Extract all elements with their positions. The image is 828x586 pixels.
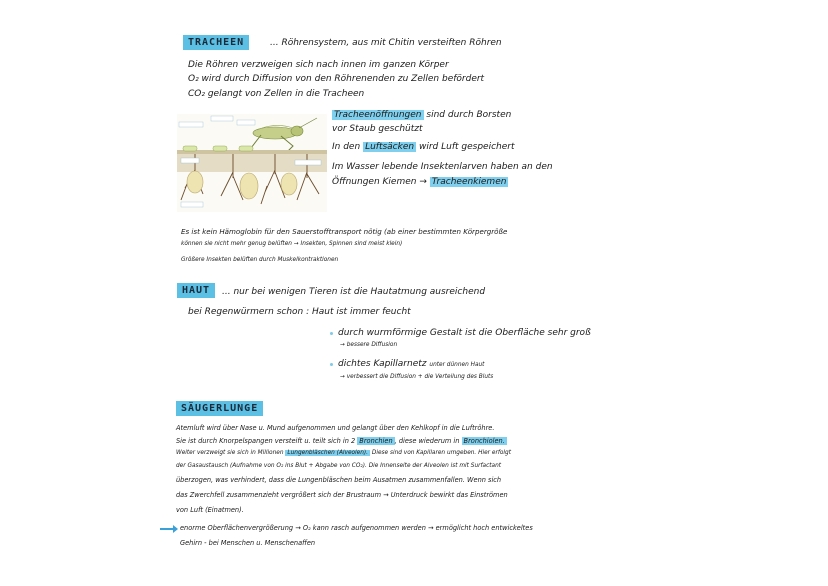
saeuger-line: überzogen, was verhindert, dass die Lungenbläschen beim Ausatmen zusammenfallen. Wenn sich xyxy=(176,476,502,484)
heading-haut: HAUT xyxy=(177,283,215,298)
tracheen-side-line: Im Wasser lebende Insektenlarven haben an den xyxy=(332,162,553,172)
tracheen-definition: ... Röhrensystem, aus mit Chitin versteiften Röhren xyxy=(270,38,502,48)
haut-line: bei Regenwürmern schon : Haut ist immer feucht xyxy=(188,307,411,317)
heading-saeugerlunge: SÄUGERLUNGE xyxy=(176,401,263,416)
saeuger-conclusion: Gehirn - bei Menschen u. Menschenaffen xyxy=(180,539,316,547)
saeuger-line: Atemluft wird über Nase u. Mund aufgenommen und gelangt über den Kehlkopf in die Luftröhre. xyxy=(176,424,495,432)
saeuger-line: das Zwerchfell zusammenzieht vergrößert sich der Brustraum → Unterdruck bewirkt das Einströmen xyxy=(176,491,508,499)
haut-bullet: dichtes Kapillarnetz unter dünnen Haut xyxy=(338,359,485,369)
tracheen-side-line: Öffnungen Kiemen → Tracheenkiemen xyxy=(332,177,507,187)
tracheen-side-line: Tracheenöffnungen sind durch Borsten xyxy=(334,110,512,120)
haut-bullet-sub: → bessere Diffusion xyxy=(340,342,398,348)
saeuger-line: von Luft (Einatmen). xyxy=(176,506,244,514)
saeuger-line: Weiter verzweigt sie sich in Millionen Lungenbläschen (Alveolen). Diese sind von Kapillaren umgeben. Hier erfolgt xyxy=(176,450,511,456)
saeuger-line: Sie ist durch Knorpelspangen versteift u. teilt sich in 2 Bronchien , diese wiederum in Bronchiolen. xyxy=(176,437,505,445)
tracheen-paragraph: Größere Insekten belüften durch Muskelkontraktionen xyxy=(181,257,339,263)
tracheen-side-line: vor Staub geschützt xyxy=(332,124,423,134)
haut-definition: ... nur bei wenigen Tieren ist die Hautatmung ausreichend xyxy=(222,287,486,297)
bullet-icon xyxy=(330,363,333,366)
grasshopper-tracheae-diagram xyxy=(177,114,327,212)
highlight-bronchien: Bronchien xyxy=(359,437,393,445)
tracheen-paragraph: können sie nicht mehr genug belüften → Insekten, Spinnen sind meist klein) xyxy=(181,241,403,247)
highlight-tracheenkiemen: Tracheenkiemen xyxy=(431,177,507,187)
highlight-lungenblaeschen: Lungenbläschen (Alveolen). xyxy=(287,450,369,456)
tracheen-line: CO₂ gelangt von Zellen in die Tracheen xyxy=(188,89,365,99)
highlight-bronchiolen: Bronchiolen. xyxy=(463,437,505,445)
haut-bullet-sub: → verbessert die Diffusion + die Verteilung des Bluts xyxy=(340,374,494,380)
saeuger-line: der Gasaustausch (Aufnahme von O₂ ins Blut + Abgabe von CO₂). Die Innenseite der Alveolen ist mit Surfactant xyxy=(176,463,502,469)
haut-bullet: durch wurmförmige Gestalt ist die Oberfläche sehr groß xyxy=(338,328,591,338)
saeuger-conclusion: enorme Oberflächenvergrößerung → O₂ kann rasch aufgenommen werden → ermöglicht hoch entwickeltes xyxy=(180,524,533,532)
heading-tracheen: TRACHEEN xyxy=(183,35,249,50)
tracheen-paragraph: Es ist kein Hämoglobin für den Sauerstofftransport nötig (ab einer bestimmten Körpergröße xyxy=(181,227,508,236)
highlight-tracheenoeffnungen: Tracheenöffnungen xyxy=(334,110,422,120)
arrow-right-icon xyxy=(160,528,176,530)
tracheen-line: O₂ wird durch Diffusion von den Röhrenenden zu Zellen befördert xyxy=(188,74,485,84)
tracheen-side-line: In den Luftsäcken wird Luft gespeichert xyxy=(332,142,515,152)
bullet-icon xyxy=(330,332,333,335)
highlight-luftsaecke: Luftsäcken xyxy=(365,142,415,152)
tracheen-line: Die Röhren verzweigen sich nach innen im ganzen Körper xyxy=(188,60,449,70)
